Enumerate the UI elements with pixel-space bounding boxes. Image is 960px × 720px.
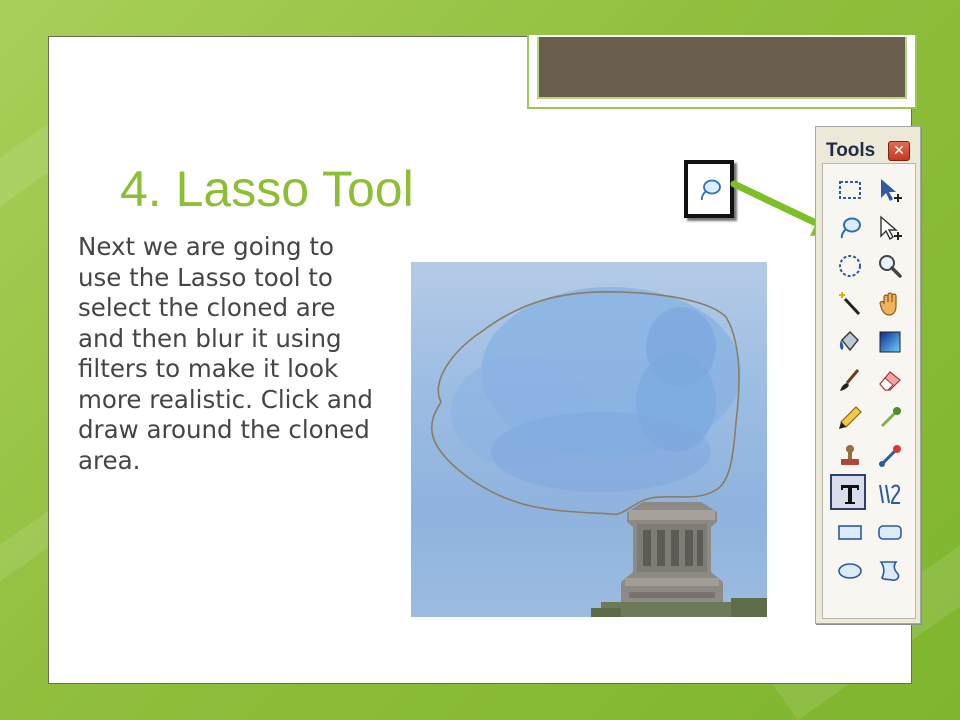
close-button[interactable] <box>888 141 910 161</box>
eraser-tool[interactable] <box>872 362 908 398</box>
clone-stamp-tool[interactable] <box>832 438 868 474</box>
stamp-icon <box>836 442 864 470</box>
pan-tool[interactable] <box>872 286 908 322</box>
paintbrush-tool[interactable] <box>832 362 868 398</box>
lasso-select-tool[interactable] <box>832 210 868 246</box>
eyedropper-icon <box>876 404 904 432</box>
eraser-icon <box>876 366 904 394</box>
tools-grid <box>822 163 916 619</box>
ellipse-select-tool[interactable] <box>832 248 868 284</box>
pencil-icon <box>836 404 864 432</box>
dashed-ellipse-icon <box>836 252 864 280</box>
magic-wand-tool[interactable] <box>832 286 868 322</box>
hand-icon <box>876 290 904 318</box>
text-T-icon <box>836 480 864 508</box>
text-tool[interactable] <box>830 474 866 510</box>
rounded-rectangle-tool[interactable] <box>872 514 908 550</box>
freeform-shape-icon <box>876 556 904 584</box>
ellipse-tool[interactable] <box>832 552 868 588</box>
statue-photo <box>411 262 767 617</box>
magnifier-icon <box>876 252 904 280</box>
move-selection-tool[interactable] <box>872 172 908 208</box>
lasso-icon <box>698 178 722 204</box>
paint-bucket-tool[interactable] <box>832 324 868 360</box>
slide-body-text: Next we are going to use the Lasso tool to select the cloned are and then blur it using filters to make it look more realistic. Click and draw around the cloned area. <box>78 232 373 475</box>
freeform-shape-tool[interactable] <box>872 552 908 588</box>
magic-wand-icon <box>836 290 864 318</box>
arrow-plus-icon <box>876 176 904 204</box>
ellipse-icon <box>836 556 864 584</box>
rectangle-select-tool[interactable] <box>832 172 868 208</box>
zoom-tool[interactable] <box>872 248 908 284</box>
color-picker-tool[interactable] <box>872 400 908 436</box>
tools-window <box>815 126 921 624</box>
lasso-icon-callout <box>684 160 734 218</box>
paint-bucket-icon <box>836 328 864 356</box>
lasso-icon <box>836 214 864 242</box>
gradient-tool[interactable] <box>872 324 908 360</box>
recolor-tool[interactable] <box>872 438 908 474</box>
rectangle-icon <box>836 518 864 546</box>
tools-window-title: Tools <box>826 140 876 161</box>
dashed-rectangle-icon <box>836 176 864 204</box>
pencil-tool[interactable] <box>832 400 868 436</box>
gradient-icon <box>876 328 904 356</box>
line-curve-tool[interactable] <box>872 476 908 512</box>
line-curve-icon <box>876 480 904 508</box>
move-selected-tool[interactable] <box>872 210 908 246</box>
slide-title: 4. Lasso Tool <box>120 161 414 217</box>
paintbrush-icon <box>836 366 864 394</box>
rounded-rectangle-icon <box>876 518 904 546</box>
recolor-icon <box>876 442 904 470</box>
hollow-arrow-icon <box>876 214 904 242</box>
header-tab-box <box>537 37 907 99</box>
pedestal-drawing <box>591 502 767 617</box>
tools-window-titlebar <box>822 137 916 163</box>
close-icon: ✕ <box>893 143 905 159</box>
rectangle-tool[interactable] <box>832 514 868 550</box>
